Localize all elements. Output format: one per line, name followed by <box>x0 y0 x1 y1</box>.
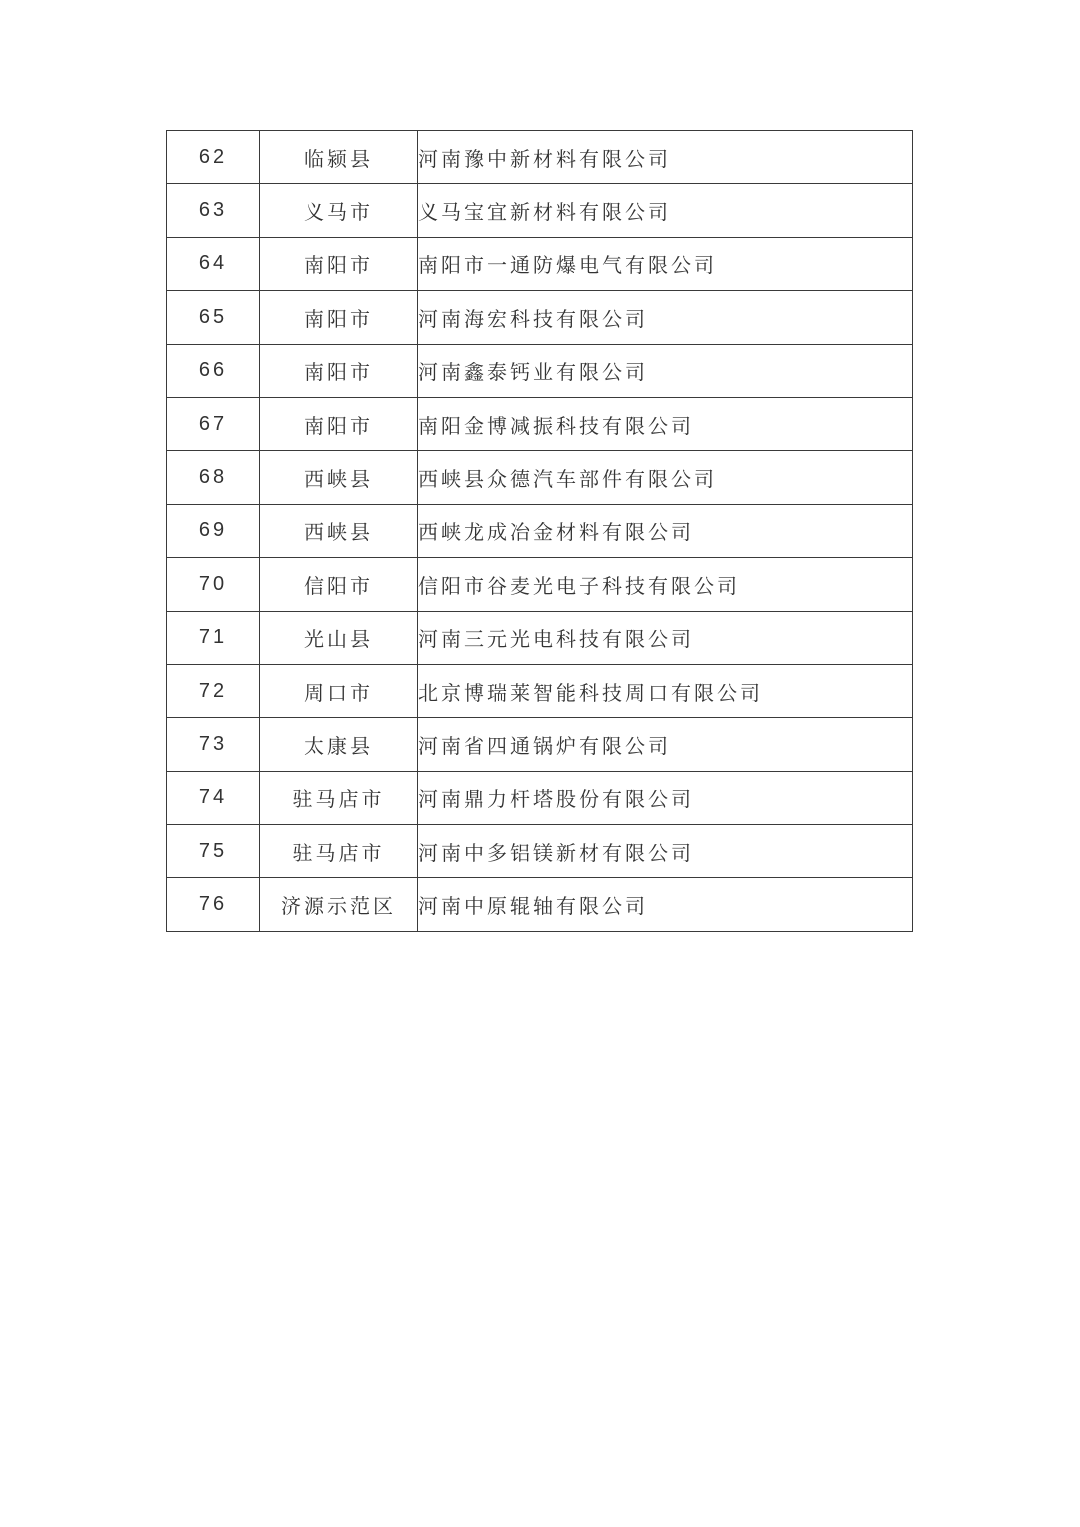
company-cell: 西峡龙成冶金材料有限公司 <box>418 504 913 557</box>
table-row <box>167 771 913 824</box>
table-body <box>167 131 913 932</box>
table-row <box>167 825 913 878</box>
region-cell: 太康县 <box>260 718 418 771</box>
table-row <box>167 558 913 611</box>
company-cell: 河南鑫泰钙业有限公司 <box>418 344 913 397</box>
region-cell: 义马市 <box>260 184 418 237</box>
company-cell: 河南省四通锅炉有限公司 <box>418 718 913 771</box>
region-cell: 临颍县 <box>260 131 418 184</box>
row-number: 65 <box>167 291 260 344</box>
table-row <box>167 344 913 397</box>
table-row <box>167 237 913 290</box>
row-number: 69 <box>167 504 260 557</box>
table-row <box>167 397 913 450</box>
row-number: 70 <box>167 558 260 611</box>
company-cell: 河南海宏科技有限公司 <box>418 291 913 344</box>
table-row <box>167 184 913 237</box>
table-row <box>167 504 913 557</box>
region-cell: 周口市 <box>260 664 418 717</box>
company-cell: 河南中原辊轴有限公司 <box>418 878 913 931</box>
region-cell: 南阳市 <box>260 397 418 450</box>
region-cell: 西峡县 <box>260 451 418 504</box>
row-number: 75 <box>167 825 260 878</box>
region-cell: 驻马店市 <box>260 825 418 878</box>
company-list-table <box>166 130 913 932</box>
table-row <box>167 291 913 344</box>
company-cell: 北京博瑞莱智能科技周口有限公司 <box>418 664 913 717</box>
region-cell: 济源示范区 <box>260 878 418 931</box>
region-cell: 南阳市 <box>260 291 418 344</box>
row-number: 63 <box>167 184 260 237</box>
company-cell: 西峡县众德汽车部件有限公司 <box>418 451 913 504</box>
company-cell: 南阳金博减振科技有限公司 <box>418 397 913 450</box>
company-cell: 河南豫中新材料有限公司 <box>418 131 913 184</box>
region-cell: 南阳市 <box>260 237 418 290</box>
table-row <box>167 451 913 504</box>
company-cell: 南阳市一通防爆电气有限公司 <box>418 237 913 290</box>
company-cell: 河南中多铝镁新材有限公司 <box>418 825 913 878</box>
row-number: 62 <box>167 131 260 184</box>
row-number: 71 <box>167 611 260 664</box>
row-number: 74 <box>167 771 260 824</box>
region-cell: 信阳市 <box>260 558 418 611</box>
region-cell: 西峡县 <box>260 504 418 557</box>
company-cell: 信阳市谷麦光电子科技有限公司 <box>418 558 913 611</box>
row-number: 67 <box>167 397 260 450</box>
company-cell: 义马宝宜新材料有限公司 <box>418 184 913 237</box>
table-row <box>167 131 913 184</box>
region-cell: 驻马店市 <box>260 771 418 824</box>
row-number: 73 <box>167 718 260 771</box>
company-cell: 河南三元光电科技有限公司 <box>418 611 913 664</box>
row-number: 68 <box>167 451 260 504</box>
table-row <box>167 878 913 931</box>
row-number: 64 <box>167 237 260 290</box>
table-row <box>167 611 913 664</box>
table-row <box>167 664 913 717</box>
row-number: 72 <box>167 664 260 717</box>
region-cell: 光山县 <box>260 611 418 664</box>
region-cell: 南阳市 <box>260 344 418 397</box>
row-number: 76 <box>167 878 260 931</box>
row-number: 66 <box>167 344 260 397</box>
table-row <box>167 718 913 771</box>
company-cell: 河南鼎力杆塔股份有限公司 <box>418 771 913 824</box>
